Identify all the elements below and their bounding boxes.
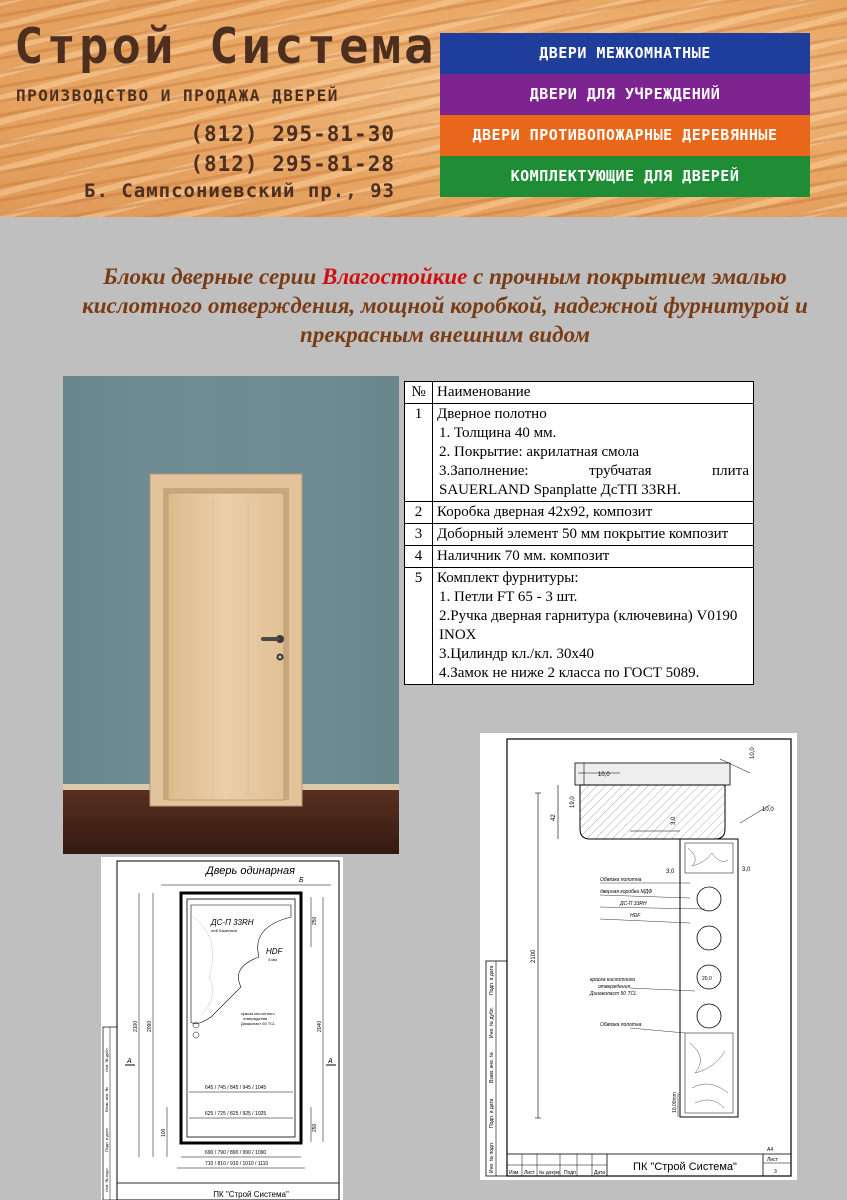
dim-label: 3,0	[666, 869, 675, 875]
heading-after: с прочным покрытием эмалью кислотного отверждения, мощной коробкой, надежной фурнитурой и прекрасным внешним видом	[82, 264, 808, 347]
side-label: Подп. и дата	[104, 1128, 109, 1152]
row-line: 2. Покрытие: акрилатная смола	[439, 444, 640, 460]
door-drawing	[101, 857, 343, 1200]
row-line: 3.Цилиндр кл./кл. 30х40	[439, 646, 594, 662]
dim-label: 2090	[147, 1020, 153, 1032]
dim-label: 625 / 725 / 825 / 925 / 1025	[205, 1111, 267, 1117]
table-row	[405, 404, 754, 502]
side-label: Инв. № дубл.	[104, 1047, 109, 1072]
callout-label: HDF	[630, 913, 641, 919]
dim-label: 10,0	[762, 807, 774, 813]
table-row	[405, 502, 754, 524]
callout-label: ДС-П 33RH	[620, 901, 647, 907]
row-num: 3	[405, 524, 433, 546]
side-label: Инв. № дубл.	[489, 1007, 495, 1038]
row-num: 1	[405, 404, 433, 502]
row-title: Дверное полотно	[437, 406, 547, 422]
phone-2: (812) 295-81-28	[190, 152, 395, 176]
dim-label: 10,00mm	[672, 1092, 678, 1113]
material-sub: mdt Sauerland	[211, 928, 238, 933]
row-line: SAUERLAND Spanplatte ДсТП 33RH.	[439, 482, 681, 498]
stamp-title: ПК "Строй Система"	[213, 1190, 289, 1199]
row-line: 1. Толщина 40 мм.	[439, 425, 557, 441]
side-label: Инв. № подл.	[489, 1141, 495, 1173]
section-mark: А	[328, 1058, 333, 1065]
callout-label: Обвязка полотна	[600, 1022, 642, 1028]
nav-fireproof-doors[interactable]: ДВЕРИ ПРОТИВОПОЖАРНЫЕ ДЕРЕВЯННЫЕ	[440, 115, 810, 156]
section-mark: А	[127, 1058, 132, 1065]
callout-label: дверная коробка МДФ	[600, 889, 653, 895]
dim-label: 20,0	[702, 976, 712, 982]
row-content	[433, 568, 754, 685]
dim-label: 3,0	[742, 867, 751, 873]
stamp-sheet-label: Лист	[767, 1157, 778, 1163]
section-drawing	[480, 733, 797, 1180]
row-line: 3.Заполнение: трубчатая плита	[439, 463, 749, 479]
row-line: 2.Ручка дверная гарнитура (ключевина) V0190 INOX	[439, 608, 738, 643]
paint-label: краска кислотного	[241, 1011, 275, 1016]
row-content	[433, 404, 754, 502]
dim-label: 250	[312, 916, 318, 925]
callout-label: Динаколаст 50 TCL	[590, 991, 637, 997]
table-header-row	[405, 382, 754, 404]
stamp-title: ПК "Строй Система"	[633, 1161, 737, 1173]
stamp-col: Лист	[524, 1170, 535, 1176]
callout-label: отверждения	[598, 984, 631, 990]
dim-label: 2040	[317, 1020, 323, 1032]
side-label: Подп. и дата	[489, 965, 495, 995]
dim-label: 10,0	[598, 772, 610, 778]
stamp-format: A4	[767, 1147, 774, 1153]
address: Б. Сампсониевский пр., 93	[84, 180, 395, 202]
brand-name[interactable]: Строй Система	[14, 18, 437, 75]
drawing-title: Дверь одинарная	[206, 865, 295, 877]
stamp-col: Подп	[564, 1170, 576, 1176]
side-label: Подп. и дата	[489, 1098, 495, 1128]
side-label: Взам. инв. №	[489, 1052, 495, 1083]
stamp-col: № докум	[539, 1170, 560, 1176]
row-title: Наличник 70 мм. композит	[433, 546, 754, 568]
dim-label: 2100	[531, 949, 537, 963]
dim-label: 690 / 790 / 890 / 990 / 1090	[205, 1150, 267, 1156]
dim-label: 2100	[133, 1020, 139, 1032]
section-drawing-svg	[480, 733, 797, 1180]
side-label: Взам. инв. №	[104, 1087, 109, 1112]
spec-table	[404, 381, 754, 685]
dim-label: 3,0	[671, 816, 677, 825]
site-header	[0, 0, 847, 217]
page-heading	[60, 262, 830, 349]
table-row	[405, 524, 754, 546]
nav-door-components[interactable]: КОМПЛЕКТУЮЩИЕ ДЛЯ ДВЕРЕЙ	[440, 156, 810, 197]
door-photo	[63, 376, 399, 854]
paint-label: отверждения	[243, 1016, 268, 1021]
row-title: Коробка дверная 42х92, композит	[433, 502, 754, 524]
dim-label: 10,0	[750, 747, 756, 759]
row-num: 4	[405, 546, 433, 568]
stamp-col: Дата	[594, 1170, 606, 1176]
table-row	[405, 546, 754, 568]
heading-before: Блоки дверные серии	[103, 264, 322, 289]
callout-label: Обвязка полотна	[600, 877, 642, 883]
row-title: Доборный элемент 50 мм покрытие композит	[433, 524, 754, 546]
row-num: 2	[405, 502, 433, 524]
row-title: Комплект фурнитуры:	[437, 570, 579, 586]
nav-institution-doors[interactable]: ДВЕРИ ДЛЯ УЧРЕЖДЕНИЙ	[440, 74, 810, 115]
paint-label: Дюаколаст 50 TCL	[241, 1021, 276, 1026]
row-num: 5	[405, 568, 433, 685]
tagline: ПРОИЗВОДСТВО И ПРОДАЖА ДВЕРЕЙ	[16, 86, 339, 105]
dim-label: 710 / 810 / 910 / 1010 / 1110	[205, 1161, 269, 1167]
door-photo-illustration	[63, 376, 399, 854]
row-line: 4.Замок не ниже 2 класса по ГОСТ 5089.	[439, 665, 700, 681]
stamp-sheet-num: 3	[774, 1169, 777, 1175]
col-name-header: Наименование	[433, 382, 754, 404]
side-label: Инв. № подл.	[104, 1167, 109, 1192]
nav-interior-doors[interactable]: ДВЕРИ МЕЖКОМНАТНЫЕ	[440, 33, 810, 74]
dim-label: 19,0	[570, 796, 576, 808]
row-line: 1. Петли FT 65 - 3 шт.	[439, 589, 578, 605]
dim-label: 100	[161, 1128, 167, 1137]
stamp-col: Изм	[509, 1170, 519, 1176]
door-drawing-svg	[101, 857, 343, 1200]
dim-label: 645 / 745 / 845 / 945 / 1045	[205, 1085, 267, 1091]
material-label: ДС-П 33RH	[211, 918, 254, 927]
dim-label: 250	[312, 1123, 318, 1132]
section-mark: Б	[299, 877, 304, 884]
dim-label: 42	[551, 814, 557, 821]
material-label: HDF	[266, 947, 283, 956]
category-nav	[440, 33, 810, 197]
table-row	[405, 568, 754, 685]
heading-highlight: Влагостойкие	[321, 264, 468, 289]
material-sub: 3 мм	[268, 957, 277, 962]
col-num-header: №	[405, 382, 433, 404]
callout-label: краска кислотного	[590, 977, 636, 983]
phone-1: (812) 295-81-30	[190, 122, 395, 146]
